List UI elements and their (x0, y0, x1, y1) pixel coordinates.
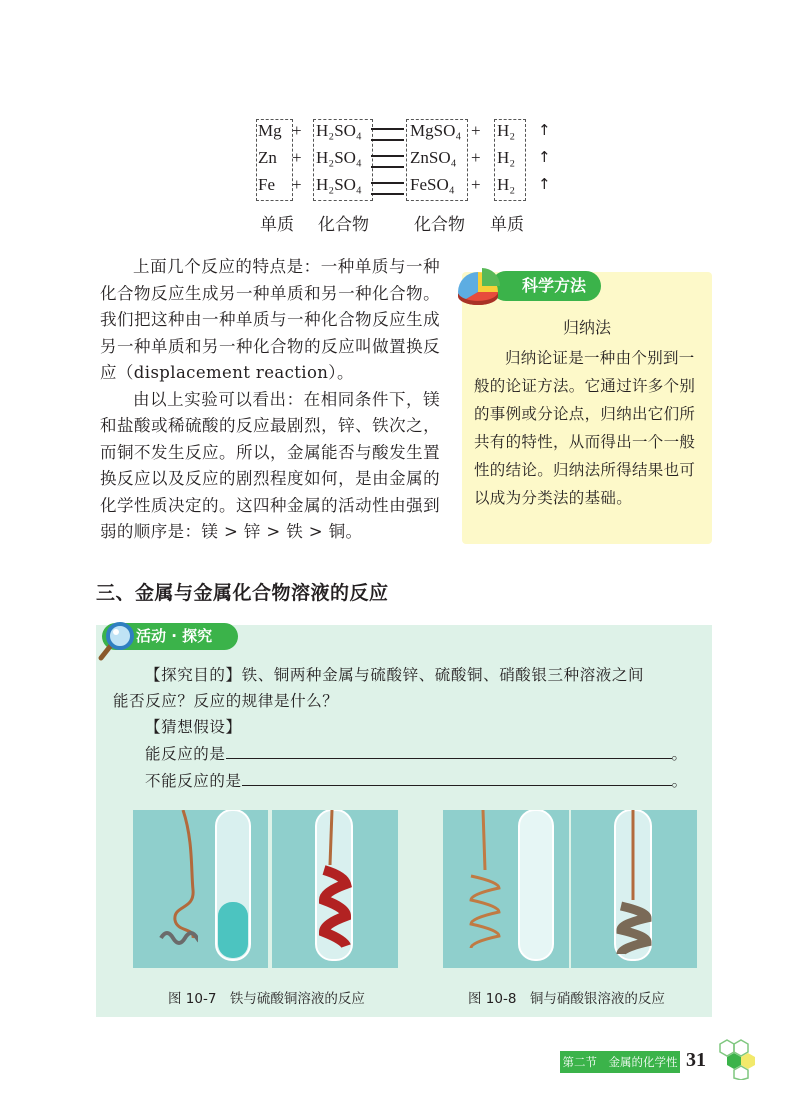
equals-sign (371, 155, 404, 168)
label-element: 单质 (490, 215, 524, 235)
photo-silver-nitrate-tube (505, 810, 569, 968)
paragraph-activity-order: 由以上实验可以看出：在相同条件下，镁和盐酸或稀硫酸的反应最剧烈，锌、铁次之，而铜不发生反应。所以，金属能否与酸发生置换反应以及反应的剧烈程度如何，是由金属的化学性质决定的。这四种金属的活动性由强到弱的顺序是：镁 > 锌 > 铁 > 铜。 (100, 389, 440, 541)
equals-sign (371, 128, 404, 141)
chapter-footer: 第二节 金属的化学性质 (560, 1051, 680, 1073)
label-compound: 化合物 (414, 215, 465, 235)
page-number: 31 (686, 1049, 706, 1071)
photo-copper-sulfate-tube (198, 810, 268, 968)
can-react-blank[interactable] (226, 740, 672, 759)
section-heading: 三、金属与金属化合物溶液的反应 (96, 582, 389, 604)
equals-sign (371, 182, 404, 195)
gas-arrow-icon: ↑ (538, 175, 551, 193)
figure-caption-10-8: 图 10-8 铜与硝酸银溶液的反应 (468, 991, 665, 1007)
method-title: 归纳法 (562, 318, 611, 337)
method-description: 归纳论证是一种由个别到一般的论证方法。它通过许多个别的事例或分论点，归纳出它们所共有的特性，从而得出一个一般性的结论。归纳法所得结果也可以成为分类法的基础。 (474, 349, 696, 507)
pie-chart-icon (452, 262, 504, 314)
photo-iron-copper-coated (272, 810, 398, 968)
hypothesis-heading: 【猜想假设】 (145, 718, 242, 736)
activity-tab: 活动 · 探究 (102, 623, 238, 650)
photo-copper-silver-coated (571, 810, 697, 968)
magnifier-icon (96, 620, 140, 664)
label-compound: 化合物 (318, 215, 369, 235)
gas-arrow-icon: ↑ (538, 148, 551, 166)
body-paragraphs (100, 254, 440, 546)
science-method-tab: 科学方法 (491, 271, 601, 301)
hexagon-decoration-icon (716, 1036, 760, 1080)
gas-arrow-icon: ↑ (538, 121, 551, 139)
activity-purpose: 【探究目的】铁、铜两种金属与硫酸锌、硫酸铜、硝酸银三种溶液之间 能否反应？反应的规律是什么？ 【猜想假设】 能反应的是 。 不能反应的是 。 (117, 662, 707, 794)
figure-caption-10-7: 图 10-7 铁与硫酸铜溶液的反应 (168, 991, 365, 1007)
cannot-react-blank[interactable] (242, 767, 672, 786)
label-element: 单质 (260, 215, 294, 235)
paragraph-displacement: 上面几个反应的特点是：一种单质与一种化合物反应生成另一种单质和另一种化合物。我们把这种由一种单质与一种化合物反应生成另一种单质和另一种化合物的反应叫做置换反应（displacement reaction）。 (100, 257, 440, 382)
can-react-row: 能反应的是 。 (117, 740, 707, 767)
cannot-react-row: 不能反应的是 。 (117, 767, 707, 794)
